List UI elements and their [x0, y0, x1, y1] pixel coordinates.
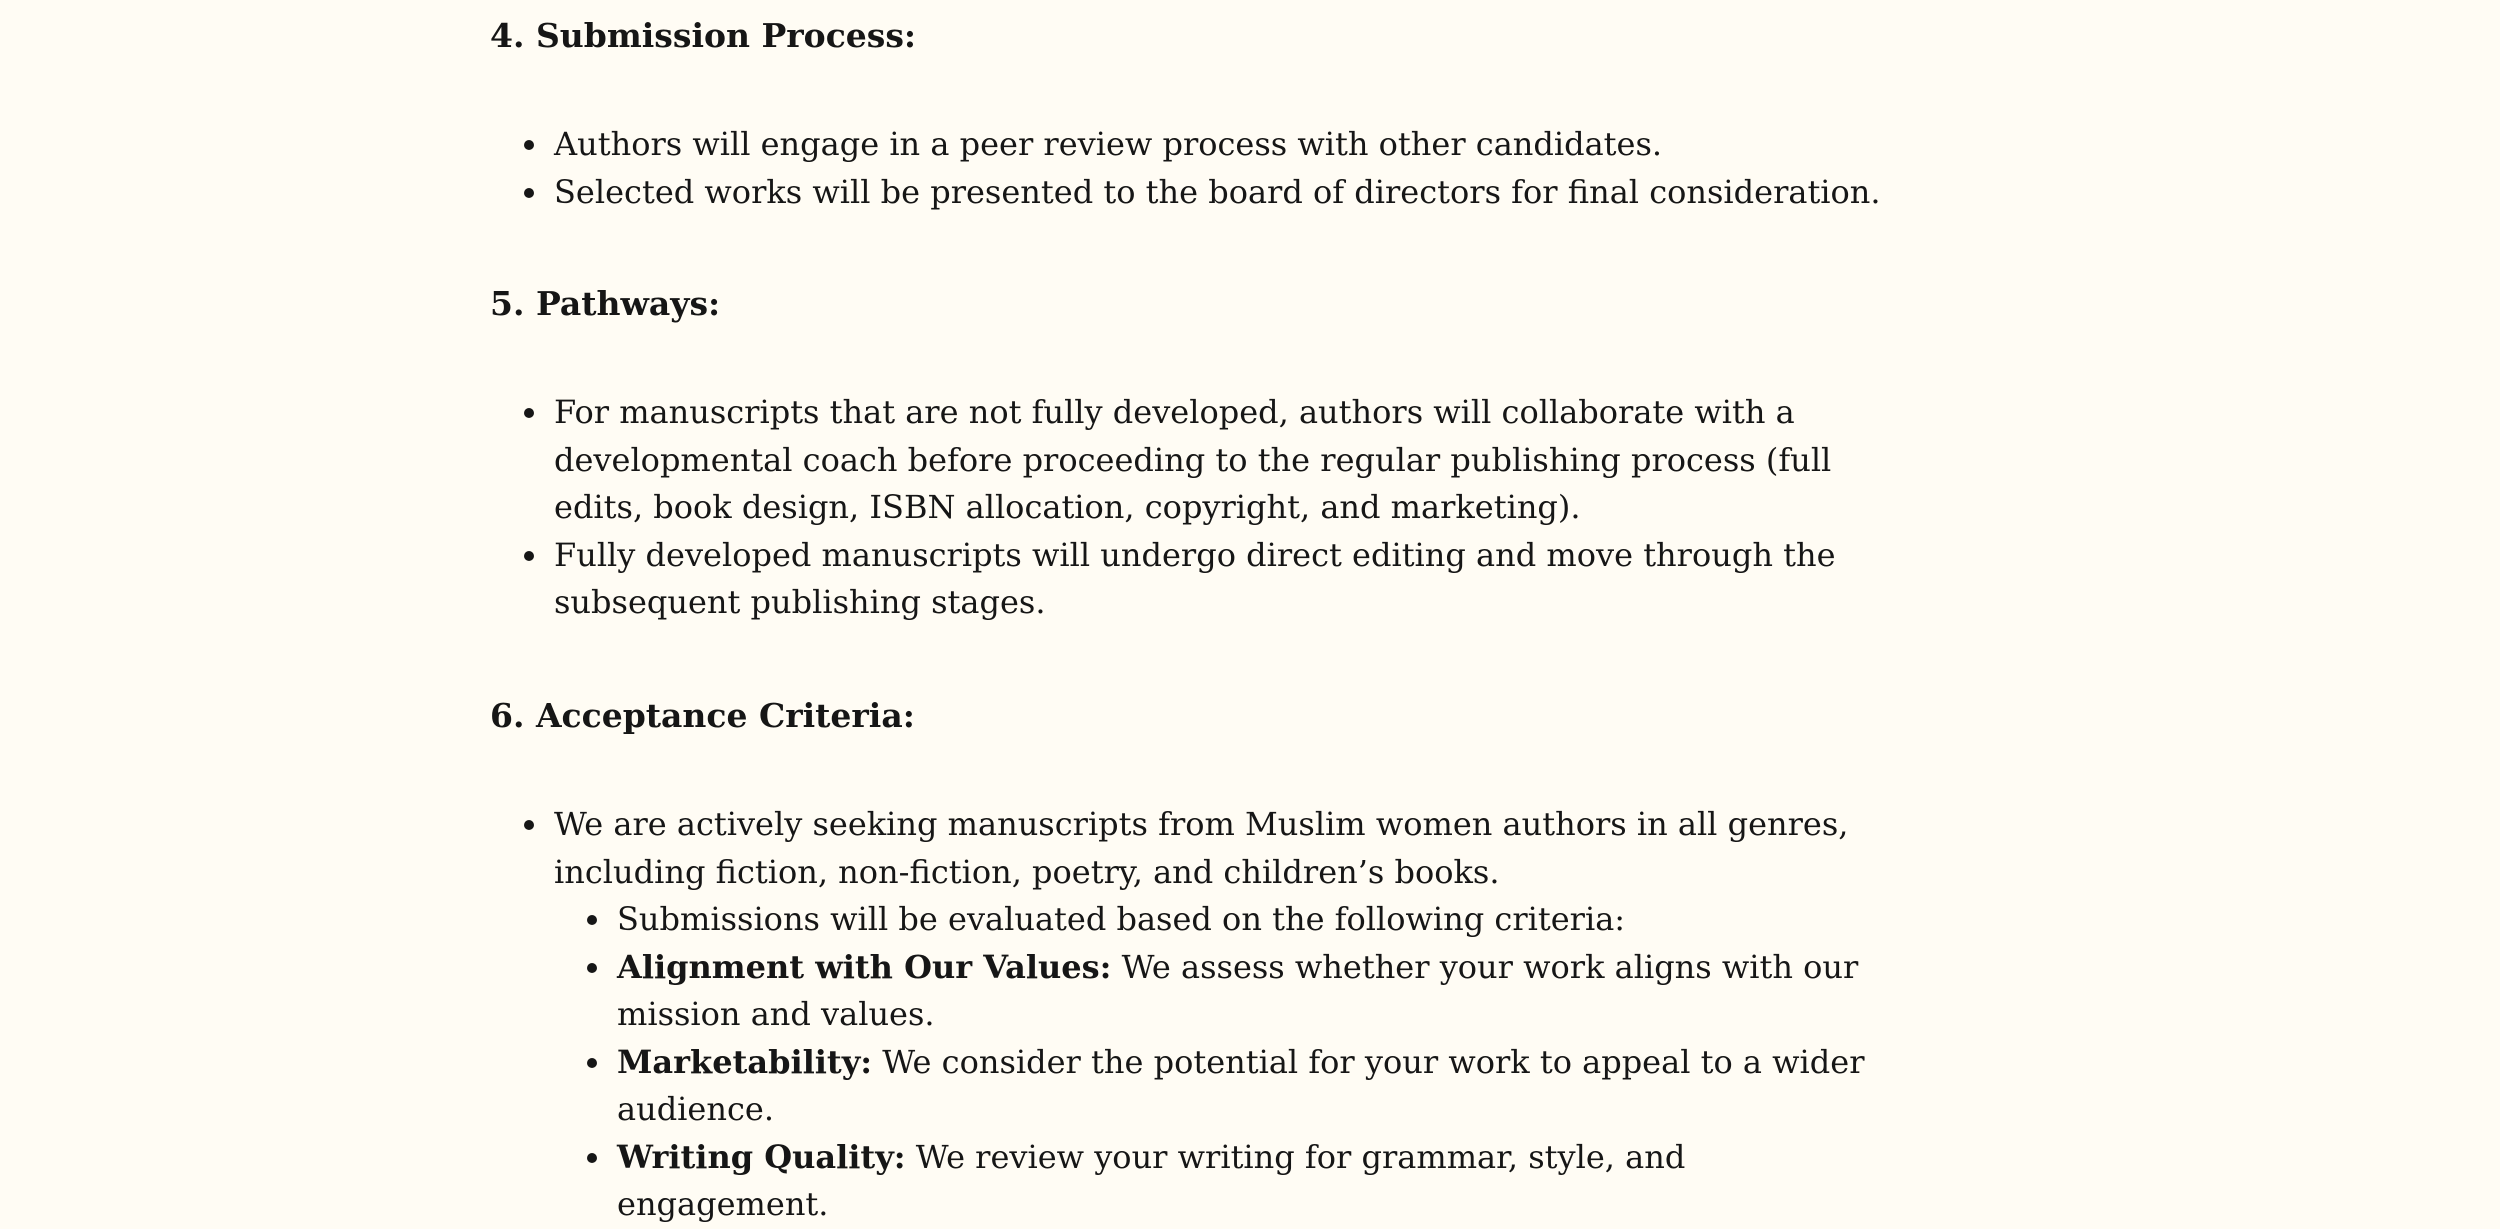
- criteria-label: Writing Quality:: [617, 1137, 906, 1176]
- section-heading-pathways: 5. Pathways:: [490, 284, 721, 323]
- acceptance-criteria-list: [490, 801, 1890, 896]
- criteria-item: [490, 944, 1887, 1039]
- list-item: Authors will engage in a peer review process with other candidates.: [490, 121, 1884, 169]
- section-heading-submission-process: 4. Submission Process:: [490, 16, 917, 55]
- criteria-text: We assess whether your work aligns with our mission and values.: [617, 947, 1859, 1033]
- criteria-text: We review your writing for grammar, style, and engagement.: [617, 1137, 1686, 1223]
- criteria-text: Submissions will be evaluated based on the following criteria:: [617, 900, 1626, 938]
- criteria-label: Marketability:: [617, 1042, 873, 1081]
- criteria-label: Alignment with Our Values:: [617, 947, 1112, 986]
- list-item: Selected works will be presented to the board of directors for final consideration.: [490, 169, 1884, 217]
- criteria-text: We consider the potential for your work to appeal to a wider audience.: [617, 1042, 1865, 1128]
- list-item: Fully developed manuscripts will undergo direct editing and move through the subsequent publishing stages.: [490, 532, 1884, 627]
- criteria-item: [490, 1039, 1887, 1134]
- acceptance-criteria-sub-list: [490, 896, 1890, 1229]
- criteria-item: [490, 896, 1887, 944]
- section-heading-acceptance-criteria: 6. Acceptance Criteria:: [490, 696, 915, 735]
- list-item: For manuscripts that are not fully developed, authors will collaborate with a developmental coach before proceeding to the regular publishing process (full edits, book design, ISBN allocation, copyright, and marketing).: [490, 389, 1884, 532]
- list-item: We are actively seeking manuscripts from Muslim women authors in all genres, including fiction, non-fiction, poetry, and children’s books.: [490, 801, 1884, 896]
- submission-process-list: [490, 121, 1890, 216]
- criteria-item: [490, 1134, 1887, 1229]
- pathways-list: [490, 389, 1890, 627]
